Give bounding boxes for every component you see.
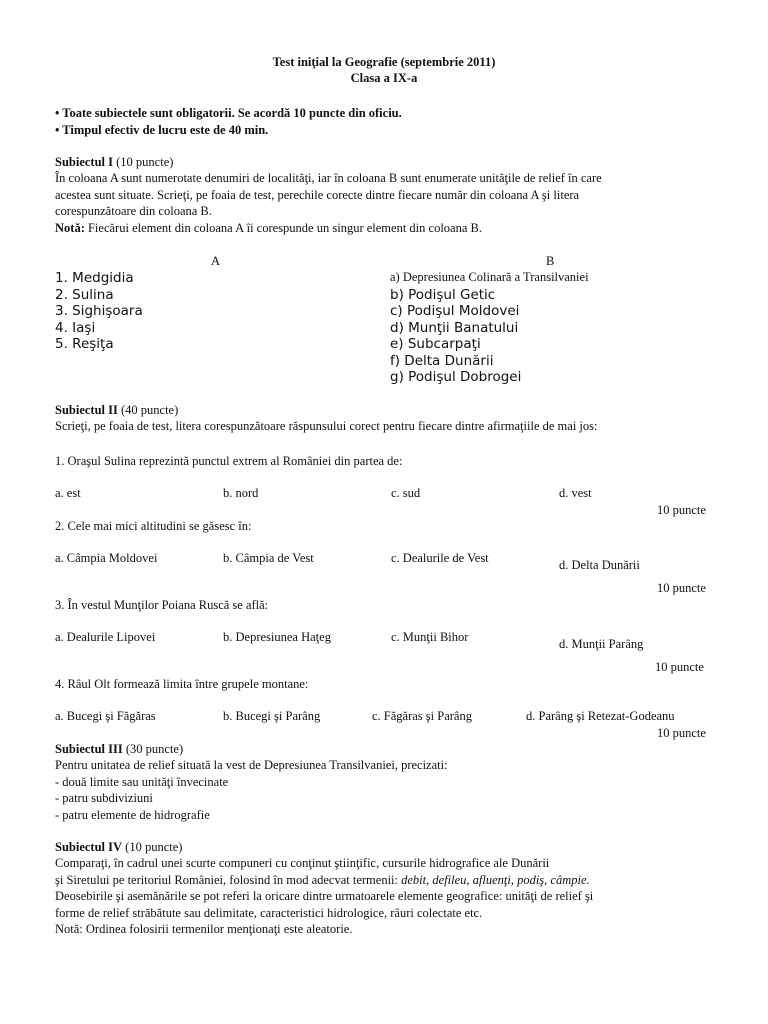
q4-option-c: c. Făgăras şi Parâng: [372, 709, 472, 723]
exam-title: Test iniţial la Geografie (septembrie 2011): [272, 55, 496, 69]
column-b-item: a) Depresiunea Colinară a Transilvaniei: [390, 270, 589, 284]
q4-option-a: a. Bucegi şi Făgăras: [55, 709, 156, 723]
column-b-item: b) Podişul Getic: [390, 287, 496, 303]
subject-3-intro: Pentru unitatea de relief situată la vest de Depresiunea Transilvaniei, precizati:: [55, 758, 448, 772]
column-b-item: c) Podişul Moldovei: [390, 303, 520, 319]
subject-3-item: - patru elemente de hidrografie: [55, 808, 210, 822]
q1-option-c: c. sud: [391, 486, 421, 500]
question-2: 2. Cele mai mici altitudini se găsesc în:: [55, 519, 252, 533]
column-a-item: 5. Reşiţa: [55, 336, 114, 352]
q1-option-a: a. est: [55, 486, 81, 500]
subject-2-heading: Subiectul II (40 puncte): [55, 403, 179, 417]
rule-line-2: • Timpul efectiv de lucru este de 40 min.: [55, 123, 269, 137]
column-b-item: d) Munţii Banatului: [390, 320, 519, 336]
subject-1-heading: Subiectul I (10 puncte): [55, 155, 174, 169]
rule-line-1: • Toate subiectele sunt obligatorii. Se acordă 10 puncte din oficiu.: [55, 106, 402, 120]
q2-points: 10 puncte: [657, 581, 706, 595]
q2-option-b: b. Câmpia de Vest: [223, 551, 314, 565]
subject-4-heading: Subiectul IV (10 puncte): [55, 840, 183, 854]
subject-4-line: Deosebirile şi asemănările se pot referi la oricare dintre urmatoarele elemente geografice: unităţi de relief şi: [55, 889, 594, 903]
subject-4-line: şi Siretului pe teritoriul României, folosind în mod adecvat termenii: debit, defileu, afluenţi, podiş, câmpie.: [55, 873, 590, 887]
q3-option-b: b. Depresiunea Haţeg: [223, 630, 331, 644]
subject-1-text-line: corespunzătoare din coloana B.: [55, 204, 212, 218]
column-b-item: g) Podişul Dobrogei: [390, 369, 522, 385]
column-a-item: 3. Sighişoara: [55, 303, 143, 319]
q1-option-d: d. vest: [559, 486, 592, 500]
q4-option-d: d. Parâng şi Retezat-Godeanu: [526, 709, 675, 723]
exam-class: Clasa a IX-a: [350, 71, 418, 85]
q2-option-d: d. Delta Dunării: [559, 558, 640, 572]
subject-4-terms: debit, defileu, afluenţi, podiş, câmpie.: [401, 873, 590, 887]
subject-1-text-line: acestea sunt situate. Scrieţi, pe foaia de test, perechile corecte dintre fiecare număr din coloana A şi litera: [55, 188, 580, 202]
q1-option-b: b. nord: [223, 486, 259, 500]
q1-points: 10 puncte: [657, 503, 706, 517]
q4-points: 10 puncte: [657, 726, 706, 740]
subject-3-heading: Subiectul III (30 puncte): [55, 742, 184, 756]
q3-option-a: a. Dealurile Lipovei: [55, 630, 156, 644]
question-1: 1. Oraşul Sulina reprezintă punctul extrem al României din partea de:: [55, 454, 403, 468]
column-b-item: f) Delta Dunării: [390, 353, 494, 369]
q3-points: 10 puncte: [655, 660, 704, 674]
q2-option-a: a. Câmpia Moldovei: [55, 551, 158, 565]
subject-4-line: forme de relief străbătute sau delimitate, caracteristici hidrologice, râuri colectate etc.: [55, 906, 483, 920]
q4-option-b: b. Bucegi şi Parâng: [223, 709, 321, 723]
column-b-item: e) Subcarpaţi: [390, 336, 481, 352]
column-a-item: 2. Sulina: [55, 287, 114, 303]
question-3: 3. În vestul Munţilor Poiana Ruscă se află:: [55, 598, 269, 612]
subject-1-text-line: În coloana A sunt numerotate denumiri de localităţi, iar în coloana B sunt enumerate unităţile de relief în care: [55, 171, 602, 185]
q3-option-d: d. Munţii Parâng: [559, 637, 644, 651]
subject-3-item: - două limite sau unităţi învecinate: [55, 775, 229, 789]
q2-option-c: c. Dealurile de Vest: [391, 551, 489, 565]
subject-2-intro: Scrieţi, pe foaia de test, litera corespunzătoare răspunsului corect pentru fiecare dintre afirmaţiile de mai jos:: [55, 419, 598, 433]
q3-option-c: c. Munţii Bihor: [391, 630, 469, 644]
subject-3-item: - patru subdiviziuni: [55, 791, 153, 805]
subject-4-note: Notă: Ordinea folosirii termenilor menţionaţi este aleatorie.: [55, 922, 353, 936]
column-b-header: B: [546, 254, 555, 268]
question-4: 4. Râul Olt formează limita între grupele montane:: [55, 677, 309, 691]
column-a-header: A: [211, 254, 221, 268]
column-a-item: 1. Medgidia: [55, 270, 134, 286]
column-a-item: 4. Iaşi: [55, 320, 96, 336]
subject-4-line: Comparaţi, în cadrul unei scurte compuneri cu conţinut ştiinţific, cursurile hidrografice ale Dunării: [55, 856, 550, 870]
subject-1-note: Notă: Fiecărui element din coloana A îi corespunde un singur element din coloana B.: [55, 221, 482, 235]
